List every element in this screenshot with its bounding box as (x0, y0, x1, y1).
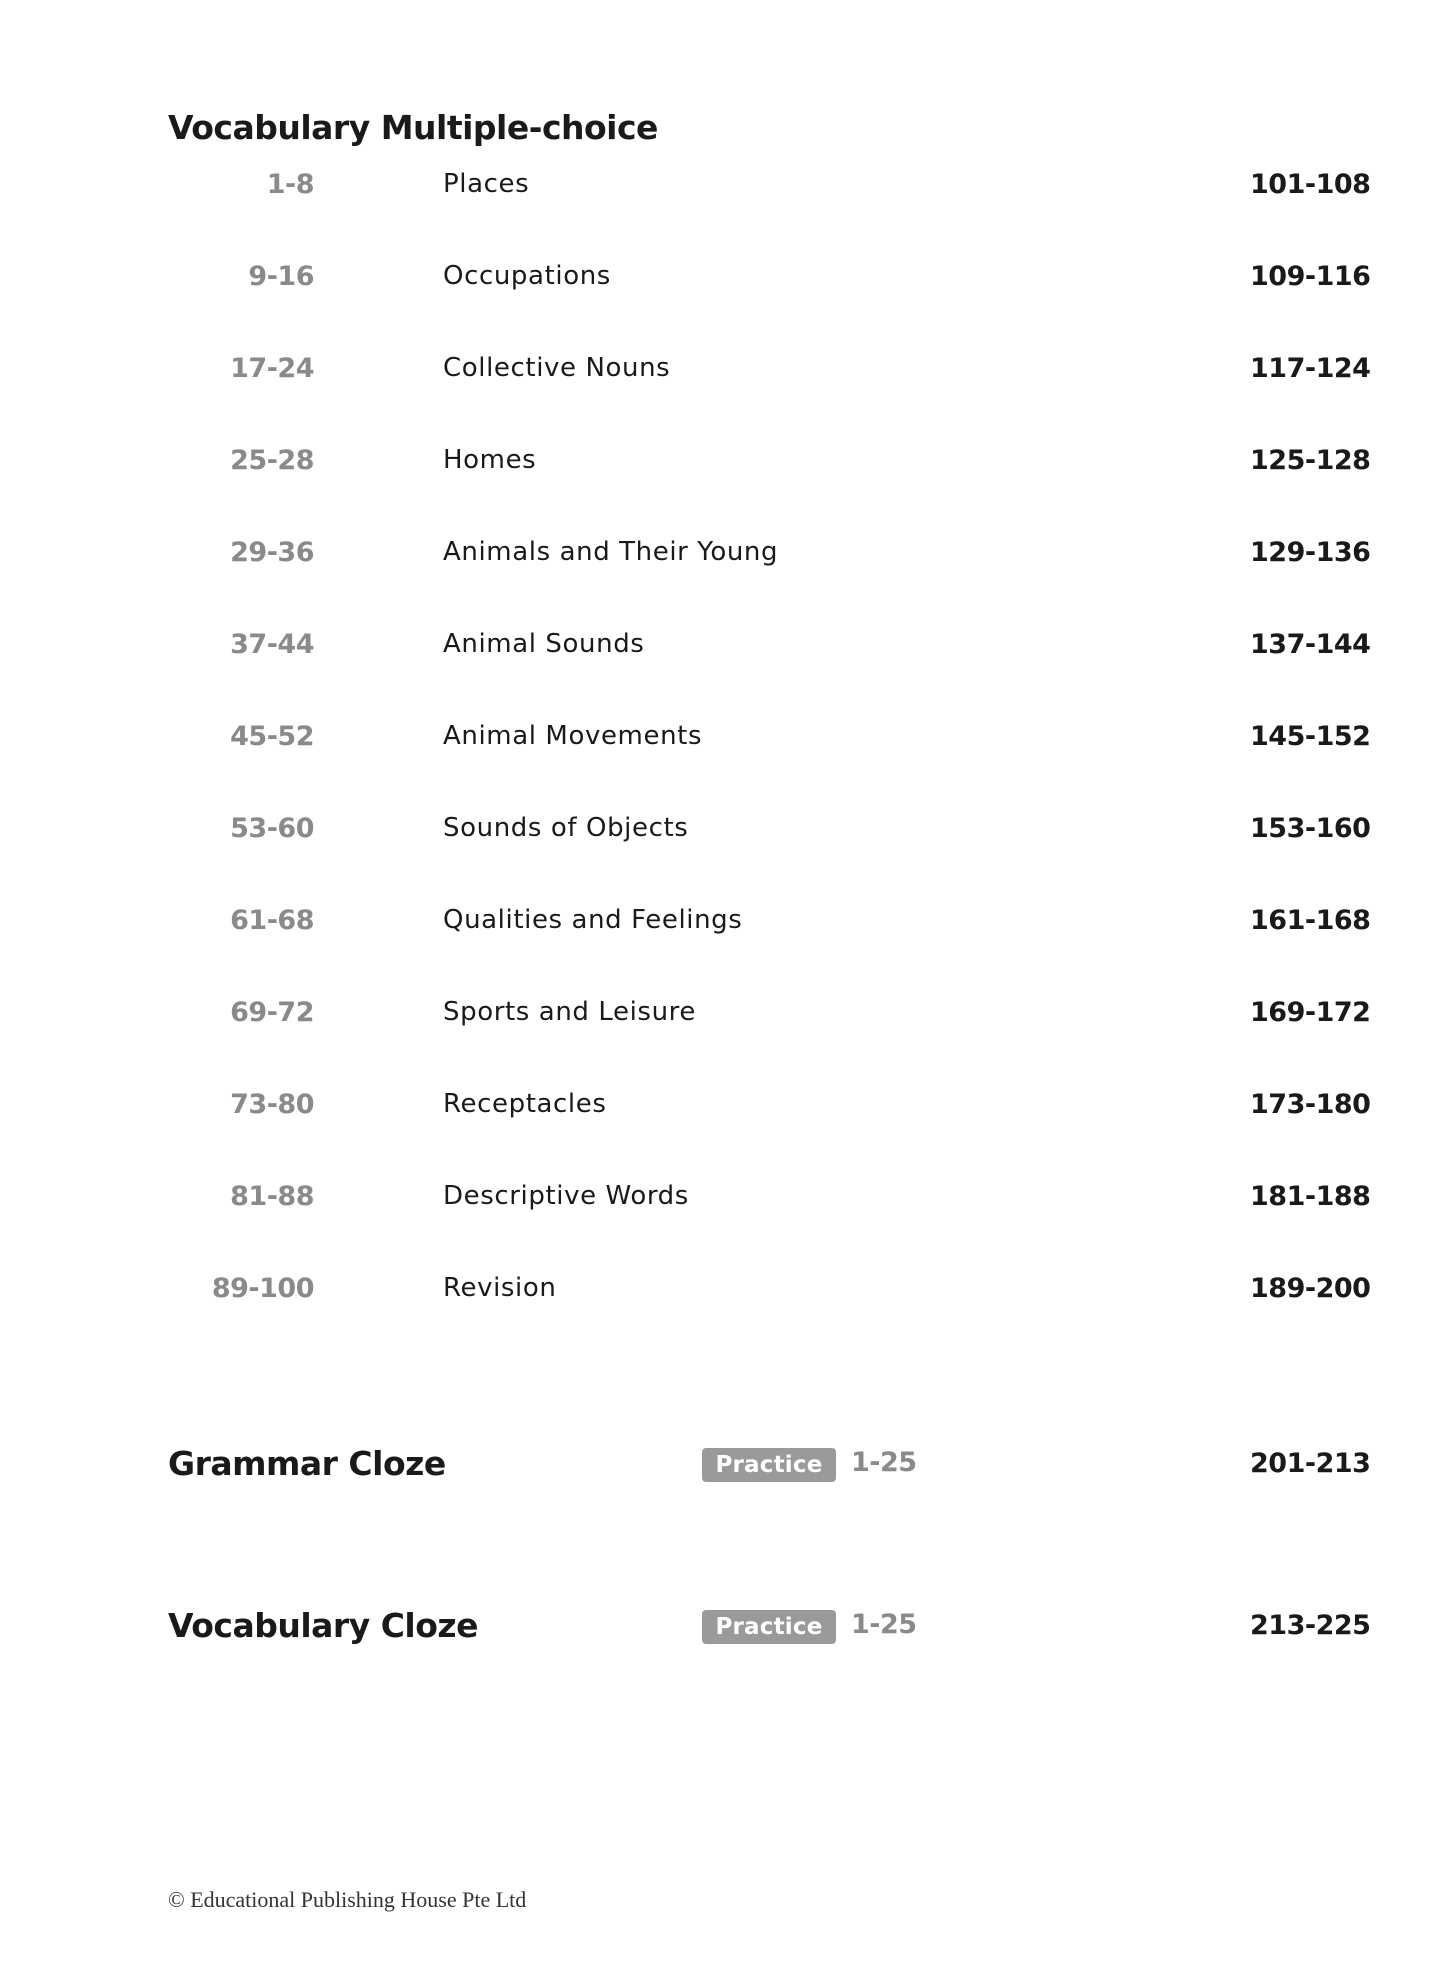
toc-row (0, 251, 1445, 343)
section-title-vocabulary-multiple-choice: Vocabulary Multiple-choice (168, 108, 658, 147)
toc-topic: Descriptive Words (443, 1181, 689, 1211)
toc-pages: 153-160 (1250, 813, 1371, 844)
toc-topic: Animal Movements (443, 721, 703, 751)
toc-row (0, 987, 1445, 1079)
toc-range: 9-16 (248, 261, 314, 292)
toc-row (0, 527, 1445, 619)
toc-row (0, 803, 1445, 895)
toc-row-vocabulary-cloze (0, 1606, 1445, 1656)
toc-range: 89-100 (211, 1273, 314, 1304)
toc-topic: Places (443, 169, 530, 199)
practice-range: 1-25 (851, 1609, 917, 1640)
toc-list (0, 159, 1445, 1355)
toc-row (0, 711, 1445, 803)
toc-row (0, 619, 1445, 711)
toc-range: 81-88 (230, 1181, 314, 1212)
toc-topic: Qualities and Feelings (443, 905, 743, 935)
toc-pages: 161-168 (1250, 905, 1371, 936)
toc-topic: Collective Nouns (443, 353, 671, 383)
toc-row (0, 159, 1445, 251)
toc-pages: 213-225 (1250, 1610, 1371, 1641)
toc-pages: 137-144 (1250, 629, 1371, 660)
practice-range: 1-25 (851, 1447, 917, 1478)
toc-range: 37-44 (230, 629, 314, 660)
toc-pages: 189-200 (1250, 1273, 1371, 1304)
toc-range: 25-28 (230, 445, 314, 476)
copyright-footer: © Educational Publishing House Pte Ltd (168, 1887, 527, 1912)
toc-range: 53-60 (230, 813, 314, 844)
toc-topic: Animals and Their Young (443, 537, 779, 567)
toc-topic: Homes (443, 445, 537, 475)
toc-range: 1-8 (266, 169, 314, 200)
section-title-grammar-cloze: Grammar Cloze (168, 1444, 446, 1483)
toc-pages: 125-128 (1250, 445, 1371, 476)
toc-pages: 169-172 (1250, 997, 1371, 1028)
toc-pages: 129-136 (1250, 537, 1371, 568)
toc-pages: 117-124 (1250, 353, 1371, 384)
practice-badge: Practice (702, 1610, 836, 1644)
toc-range: 69-72 (230, 997, 314, 1028)
toc-pages: 181-188 (1250, 1181, 1371, 1212)
toc-row (0, 1263, 1445, 1355)
toc-row-grammar-cloze (0, 1444, 1445, 1494)
section-title-vocabulary-cloze: Vocabulary Cloze (168, 1606, 478, 1645)
toc-topic: Animal Sounds (443, 629, 645, 659)
toc-pages: 201-213 (1250, 1448, 1371, 1479)
toc-row (0, 435, 1445, 527)
toc-row (0, 1171, 1445, 1263)
toc-range: 73-80 (230, 1089, 314, 1120)
toc-topic: Occupations (443, 261, 611, 291)
toc-row (0, 343, 1445, 435)
toc-pages: 145-152 (1250, 721, 1371, 752)
toc-topic: Sounds of Objects (443, 813, 689, 843)
toc-range: 17-24 (230, 353, 314, 384)
toc-row (0, 1079, 1445, 1171)
toc-row (0, 895, 1445, 987)
toc-pages: 109-116 (1250, 261, 1371, 292)
toc-pages: 101-108 (1250, 169, 1371, 200)
toc-range: 45-52 (230, 721, 314, 752)
toc-topic: Revision (443, 1273, 557, 1303)
toc-range: 29-36 (230, 537, 314, 568)
toc-range: 61-68 (230, 905, 314, 936)
toc-topic: Receptacles (443, 1089, 607, 1119)
toc-topic: Sports and Leisure (443, 997, 696, 1027)
practice-badge: Practice (702, 1448, 836, 1482)
toc-pages: 173-180 (1250, 1089, 1371, 1120)
